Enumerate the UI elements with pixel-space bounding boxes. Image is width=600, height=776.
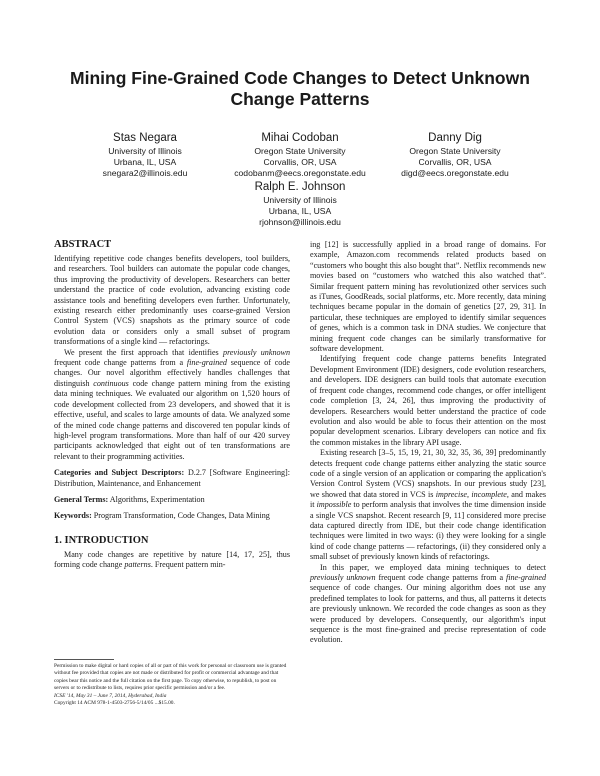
author-location: Corvallis, OR, USA: [263, 157, 337, 167]
author-block-3: [380, 131, 530, 179]
author-location: Corvallis, OR, USA: [418, 157, 492, 167]
author-affiliation: Oregon State University: [409, 146, 501, 156]
author-block-4: [225, 180, 375, 228]
author-email: codobanm@eecs.oregonstate.edu: [234, 168, 366, 178]
author-affiliation: University of Illinois: [108, 146, 182, 156]
body-paragraph-3: Existing research [3–5, 15, 19, 21, 30, 32, 35, 36, 39] predominantly detects frequent code change patterns either analyzing the static source code of a single version of an application or comparing the application's Version Control System (VCS) snapshots. In our previous study [23], we showed that data stored in VCS is imprecise, incomplete, and makes it impossible to perform analysis that involves the time dimension inside a single VCS snapshot. Recent research [9, 11] considered more precise data captured directly from IDE, but their code change identification techniques were limited in two ways: (i) they were looking for a single kind of code change patterns — refactorings, (ii) they considered only a small subset of previously known kinds of refactorings.: [310, 448, 546, 562]
body-paragraph-2: Identifying frequent code change patterns benefits Integrated Development Environment (IDE) designers, code evolution researchers, and developers. IDE designers can build tools that automate execution of frequent code changes, recommend code changes, or offer intelligent code completion [3, 24, 26], thus improving the productivity of developers. Researchers would better understand the practice of code evolution and also would be able to focus their attention on the most popular development scenarios. Library developers can notice and fix the common mistakes in the library API usage.: [310, 354, 546, 447]
author-block-1: [70, 131, 220, 179]
author-location: Urbana, IL, USA: [268, 206, 332, 216]
conference-line: ICSE '14, May 31 – June 7, 2014, Hyderabad, India: [54, 692, 167, 699]
permission-notice: Permission to make digital or hard copies of all or part of this work for personal or classroom use is granted without fee provided that copies are not made or distributed for profit or commercial advantage and that copies bear this notice and the full citation on the first page. To copy otherwise, to republish, to post on servers or to redistribute to lists, requires prior specific permission and/or a fee.: [54, 663, 287, 692]
author-affiliation: University of Illinois: [263, 195, 337, 205]
author-email: snegara2@illinois.edu: [102, 168, 188, 178]
body-paragraph-4: In this paper, we employed data mining techniques to detect previously unknown frequent code change patterns from a fine-grained sequence of code changes. Our mining algorithm does not use any predefined templates to look for patterns, and thus, all patterns it detects are previously unknown. We recorded the code changes as soon as they were produced by developers. Consequently, our algorithm's input sequence is the most fine-grained and precise representation of code evolution.: [310, 562, 546, 645]
author-affiliation: Oregon State University: [254, 146, 346, 156]
introduction-heading: 1. INTRODUCTION: [54, 534, 149, 546]
copyright-footnote: [54, 663, 290, 707]
author-name: Ralph E. Johnson: [254, 181, 346, 193]
abstract-paragraph-2: We present the first approach that identifies previously unknown frequent code change patterns from a fine-grained sequence of code changes. Our novel algorithm effectively handles challenges that distinguish continuous code change pattern mining from the existing data mining techniques. We evaluated our algorithm on 1,520 hours of code development collected from 23 developers, and showed that it is effective, useful, and scales to large amounts of data. We analyzed some of the mined code change patterns and discovered ten popular kinds of high-level program transformations. More than half of our 420 survey participants acknowledged that eight out of ten transformations are relevant to their programming activities.: [54, 347, 290, 461]
footnote-rule: [54, 659, 114, 660]
author-email: digd@eecs.oregonstate.edu: [401, 168, 509, 178]
author-name: Stas Negara: [113, 132, 177, 144]
author-email: rjohnson@illinois.edu: [259, 217, 341, 227]
general-terms: General Terms: Algorithms, Experimentation: [54, 494, 205, 504]
paper-title: [40, 68, 560, 110]
abstract-heading: ABSTRACT: [54, 239, 112, 250]
body-paragraph-1: ing [12] is successfully applied in a broad range of domains. For example, Amazon.com recommends related products based on “customers who bought this also bought that”. Netflix recommends new movies based on “customers who watched this also watched that”. Similar frequent pattern mining has revolutionized other services such as iTunes, GoodReads, social platforms, etc. More recently, data mining techniques became popular in the domain of genetics [27, 29, 31]. In particular, these techniques are employed to identify similar sequences of genes, which is a common task in DNA studies. We conjecture that mining frequent code changes can be similarly transformative for software development.: [310, 240, 546, 354]
left-column: [54, 238, 290, 571]
title-line-1: Mining Fine-Grained Code Changes to Detect Unknown: [70, 68, 530, 88]
categories-descriptors: Categories and Subject Descriptors: D.2.7 [Software Engineering]: Distribution, Maintenance, and Enhancement: [54, 468, 290, 488]
introduction-paragraph: Many code changes are repetitive by nature [14, 17, 25], thus forming code change patterns. Frequent pattern min-: [54, 549, 290, 570]
right-column: [310, 240, 546, 646]
abstract-paragraph-1: Identifying repetitive code changes benefits developers, tool builders, and researchers. Tool builders can automate the popular code changes, thus improving the productivity of developers. Researchers can better understand the practice of code evolution, advancing existing code assistance tools and benefiting developers even further. Unfortunately, existing research either predominantly uses coarse-grained Version Control System (VCS) snapshots as the primary source of code evolution data or considers only a small subset of program transformations of a single kind — refactorings.: [54, 254, 290, 347]
title-line-2: Change Patterns: [230, 89, 370, 109]
author-location: Urbana, IL, USA: [113, 157, 177, 167]
author-name: Mihai Codoban: [261, 132, 339, 144]
keywords: Keywords: Program Transformation, Code Changes, Data Mining: [54, 511, 270, 521]
author-block-2: [225, 131, 375, 179]
author-name: Danny Dig: [428, 132, 482, 144]
copyright-line: Copyright 14 ACM 978-1-4503-2756-5/14/05 ...$15.00.: [54, 700, 175, 707]
